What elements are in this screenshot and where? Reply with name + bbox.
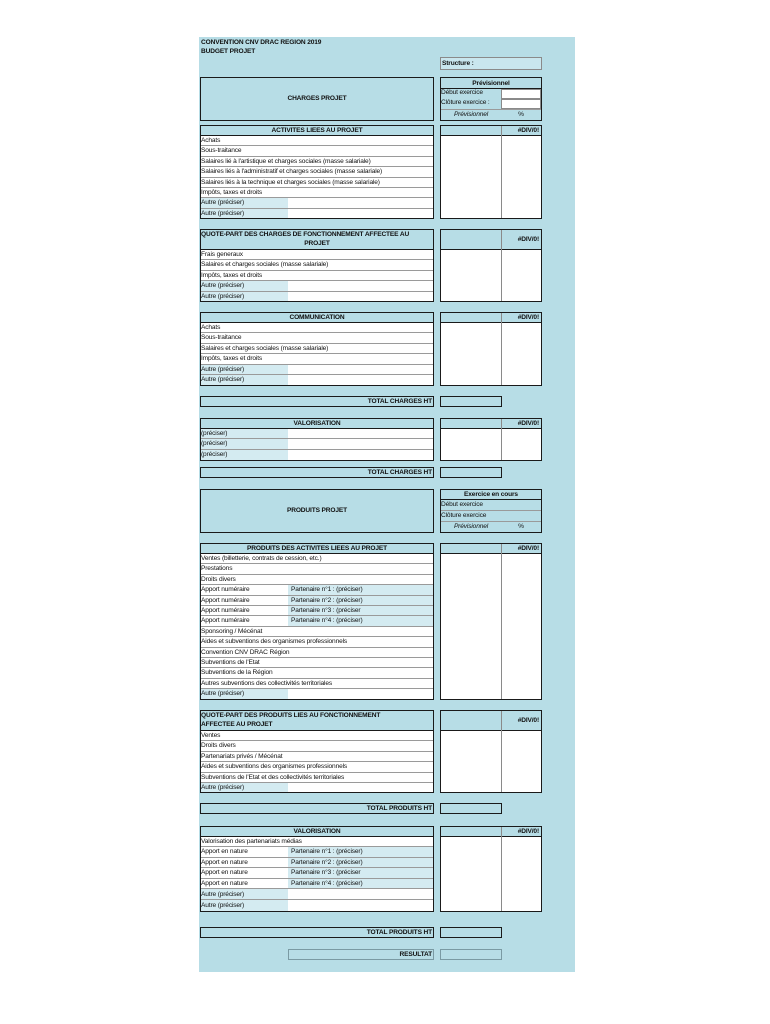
- table-row: Droits divers: [201, 741, 433, 751]
- total-charges-label: TOTAL CHARGES HT: [367, 469, 432, 476]
- table-row: Partenariats privés / Mécénat: [201, 752, 433, 762]
- table-row: Aides et subventions des organismes professionnels: [201, 637, 433, 647]
- table-row: Apport en nature: [201, 868, 288, 878]
- autre-preciser-field[interactable]: Autre (préciser): [201, 292, 288, 301]
- table-row: Subventions de la Région: [201, 668, 433, 678]
- percent-value: #DIV/0!: [517, 717, 539, 724]
- table-row: Subventions de l'Etat et des collectivités territoriales: [201, 773, 433, 783]
- total-produits-value[interactable]: [440, 927, 502, 938]
- quote-part-produits-title-1: QUOTE-PART DES PRODUITS LIES AU FONCTIONNEMENT: [201, 712, 381, 719]
- percent-value: #DIV/0!: [517, 545, 539, 552]
- valorisation-produits-title: VALORISATION: [293, 828, 341, 835]
- partner-field[interactable]: Partenaire n°2 : (préciser): [288, 858, 433, 868]
- autre-preciser-field[interactable]: Autre (préciser): [201, 198, 288, 208]
- table-row: Autres subventions des collectivités territoriales: [201, 679, 433, 689]
- partner-field[interactable]: Partenaire n°1 : (préciser): [288, 585, 433, 595]
- debut-exercice-label: Début exercice: [441, 89, 483, 96]
- partner-field[interactable]: Partenaire n°4 : (préciser): [288, 616, 433, 626]
- table-row: Ventes (billetterie, contrats de cession, etc.): [201, 554, 433, 564]
- table-row: Impôts, taxes et droits: [201, 271, 433, 281]
- table-row: Frais generaux: [201, 250, 433, 260]
- valorisation-charges-title: VALORISATION: [293, 420, 341, 427]
- table-row: Droits divers: [201, 575, 433, 585]
- cloture-exercice-label: Clôture exercice :: [441, 99, 490, 106]
- table-row: Achats: [201, 136, 433, 146]
- partner-field[interactable]: Partenaire n°4 : (préciser): [288, 879, 433, 889]
- table-row: Salaires liés à la technique et charges sociales (masse salariale): [201, 178, 433, 188]
- total-charges-value[interactable]: [440, 467, 502, 478]
- percent-col-label: %: [518, 111, 524, 118]
- table-row: Apport numéraire: [201, 596, 288, 606]
- autre-preciser-field[interactable]: Autre (préciser): [201, 689, 288, 699]
- quote-part-charges-title-2: PROJET: [304, 240, 330, 247]
- previsionnel-title: Prévisionnel: [472, 80, 510, 87]
- structure-label: Structure :: [442, 60, 474, 67]
- table-row: Apport numéraire: [201, 585, 288, 595]
- table-row: Sous-traitance: [201, 333, 433, 343]
- document-subtitle: BUDGET PROJET: [201, 48, 256, 55]
- total-produits-label: TOTAL PRODUITS HT: [366, 805, 432, 812]
- debut-exercice-value[interactable]: [501, 89, 541, 99]
- table-row: Ventes: [201, 731, 433, 741]
- partner-field[interactable]: Partenaire n°1 : (préciser): [288, 847, 433, 857]
- resultat-label: RESULTAT: [399, 951, 432, 958]
- table-row: Sous-traitance: [201, 146, 433, 156]
- table-row: Salaires liés à l'administratif et charges sociales (masse salariale): [201, 167, 433, 177]
- autre-preciser-field[interactable]: Autre (préciser): [201, 281, 288, 291]
- preciser-field[interactable]: (préciser): [201, 429, 288, 439]
- autre-preciser-field[interactable]: Autre (préciser): [201, 365, 288, 375]
- table-row: Impôts, taxes et droits: [201, 188, 433, 198]
- partner-field[interactable]: Partenaire n°3 : (préciser: [288, 868, 433, 878]
- table-row: Apport numéraire: [201, 616, 288, 626]
- cloture-exercice-label: Clôture exercice: [441, 512, 487, 519]
- total-produits-value[interactable]: [440, 803, 502, 814]
- percent-value: #DIV/0!: [517, 314, 539, 321]
- previsionnel-col-label: Prévisionnel: [453, 523, 489, 530]
- table-row: Sponsoring / Mécénat: [201, 627, 433, 637]
- exercice-en-cours-title: Exercice en cours: [464, 491, 518, 498]
- produits-section-title: PRODUITS PROJET: [286, 507, 348, 514]
- charges-section-title: CHARGES PROJET: [287, 95, 347, 102]
- table-row: Apport numéraire: [201, 606, 288, 616]
- debut-exercice-label: Début exercice: [441, 501, 483, 508]
- table-row: Salaires et charges sociales (masse salariale): [201, 344, 433, 354]
- percent-value: #DIV/0!: [517, 127, 539, 134]
- activites-charges-title: ACTIVITES LIEES AU PROJET: [271, 127, 363, 134]
- partner-field[interactable]: Partenaire n°2 : (préciser): [288, 596, 433, 606]
- table-row: Aides et subventions des organismes professionnels: [201, 762, 433, 772]
- autre-preciser-field[interactable]: Autre (préciser): [201, 783, 288, 792]
- total-charges-label: TOTAL CHARGES HT: [367, 398, 432, 405]
- table-row: Valorisation des partenariats médias: [201, 837, 433, 847]
- table-row: Apport en nature: [201, 847, 288, 857]
- autre-preciser-field[interactable]: Autre (préciser): [201, 900, 288, 911]
- activites-charges-values[interactable]: [440, 125, 542, 219]
- quote-part-charges-title-1: QUOTE-PART DES CHARGES DE FONCTIONNEMENT AFFECTEE AU: [201, 231, 410, 238]
- valorisation-produits-values[interactable]: [440, 826, 542, 912]
- table-row: Salaires et charges sociales (masse salariale): [201, 260, 433, 270]
- table-row: Convention CNV DRAC Région: [201, 648, 433, 658]
- table-row: Apport en nature: [201, 879, 288, 889]
- table-row: Impôts, taxes et droits: [201, 354, 433, 364]
- percent-col-label: %: [518, 523, 524, 530]
- percent-value: #DIV/0!: [517, 236, 539, 243]
- table-row: Apport en nature: [201, 858, 288, 868]
- table-row: Achats: [201, 323, 433, 333]
- autre-preciser-field[interactable]: Autre (préciser): [201, 209, 288, 218]
- table-row: Subventions de l'Etat: [201, 658, 433, 668]
- communication-title: COMMUNICATION: [289, 314, 345, 321]
- produits-activites-title: PRODUITS DES ACTIVITES LIEES AU PROJET: [247, 545, 387, 552]
- percent-value: #DIV/0!: [517, 828, 539, 835]
- communication-values[interactable]: [440, 312, 542, 386]
- cloture-exercice-value[interactable]: [501, 99, 541, 109]
- total-charges-value[interactable]: [440, 396, 502, 407]
- table-row: Salaires lié à l'artistique et charges sociales (masse salariale): [201, 157, 433, 167]
- partner-field[interactable]: Partenaire n°3 : (préciser: [288, 606, 433, 616]
- percent-value: #DIV/0!: [517, 420, 539, 427]
- preciser-field[interactable]: (préciser): [201, 450, 288, 460]
- document-title: CONVENTION CNV DRAC REGION 2019: [201, 39, 322, 46]
- autre-preciser-field[interactable]: Autre (préciser): [201, 375, 288, 385]
- quote-part-produits-title-2: AFFECTEE AU PROJET: [201, 721, 273, 728]
- produits-activites-values[interactable]: [440, 543, 542, 700]
- preciser-field[interactable]: (préciser): [201, 439, 288, 449]
- autre-preciser-field[interactable]: Autre (préciser): [201, 889, 288, 900]
- total-produits-label: TOTAL PRODUITS HT: [366, 929, 432, 936]
- resultat-value[interactable]: [440, 949, 502, 960]
- previsionnel-col-label: Prévisionnel: [453, 111, 489, 118]
- table-row: Prestations: [201, 564, 433, 574]
